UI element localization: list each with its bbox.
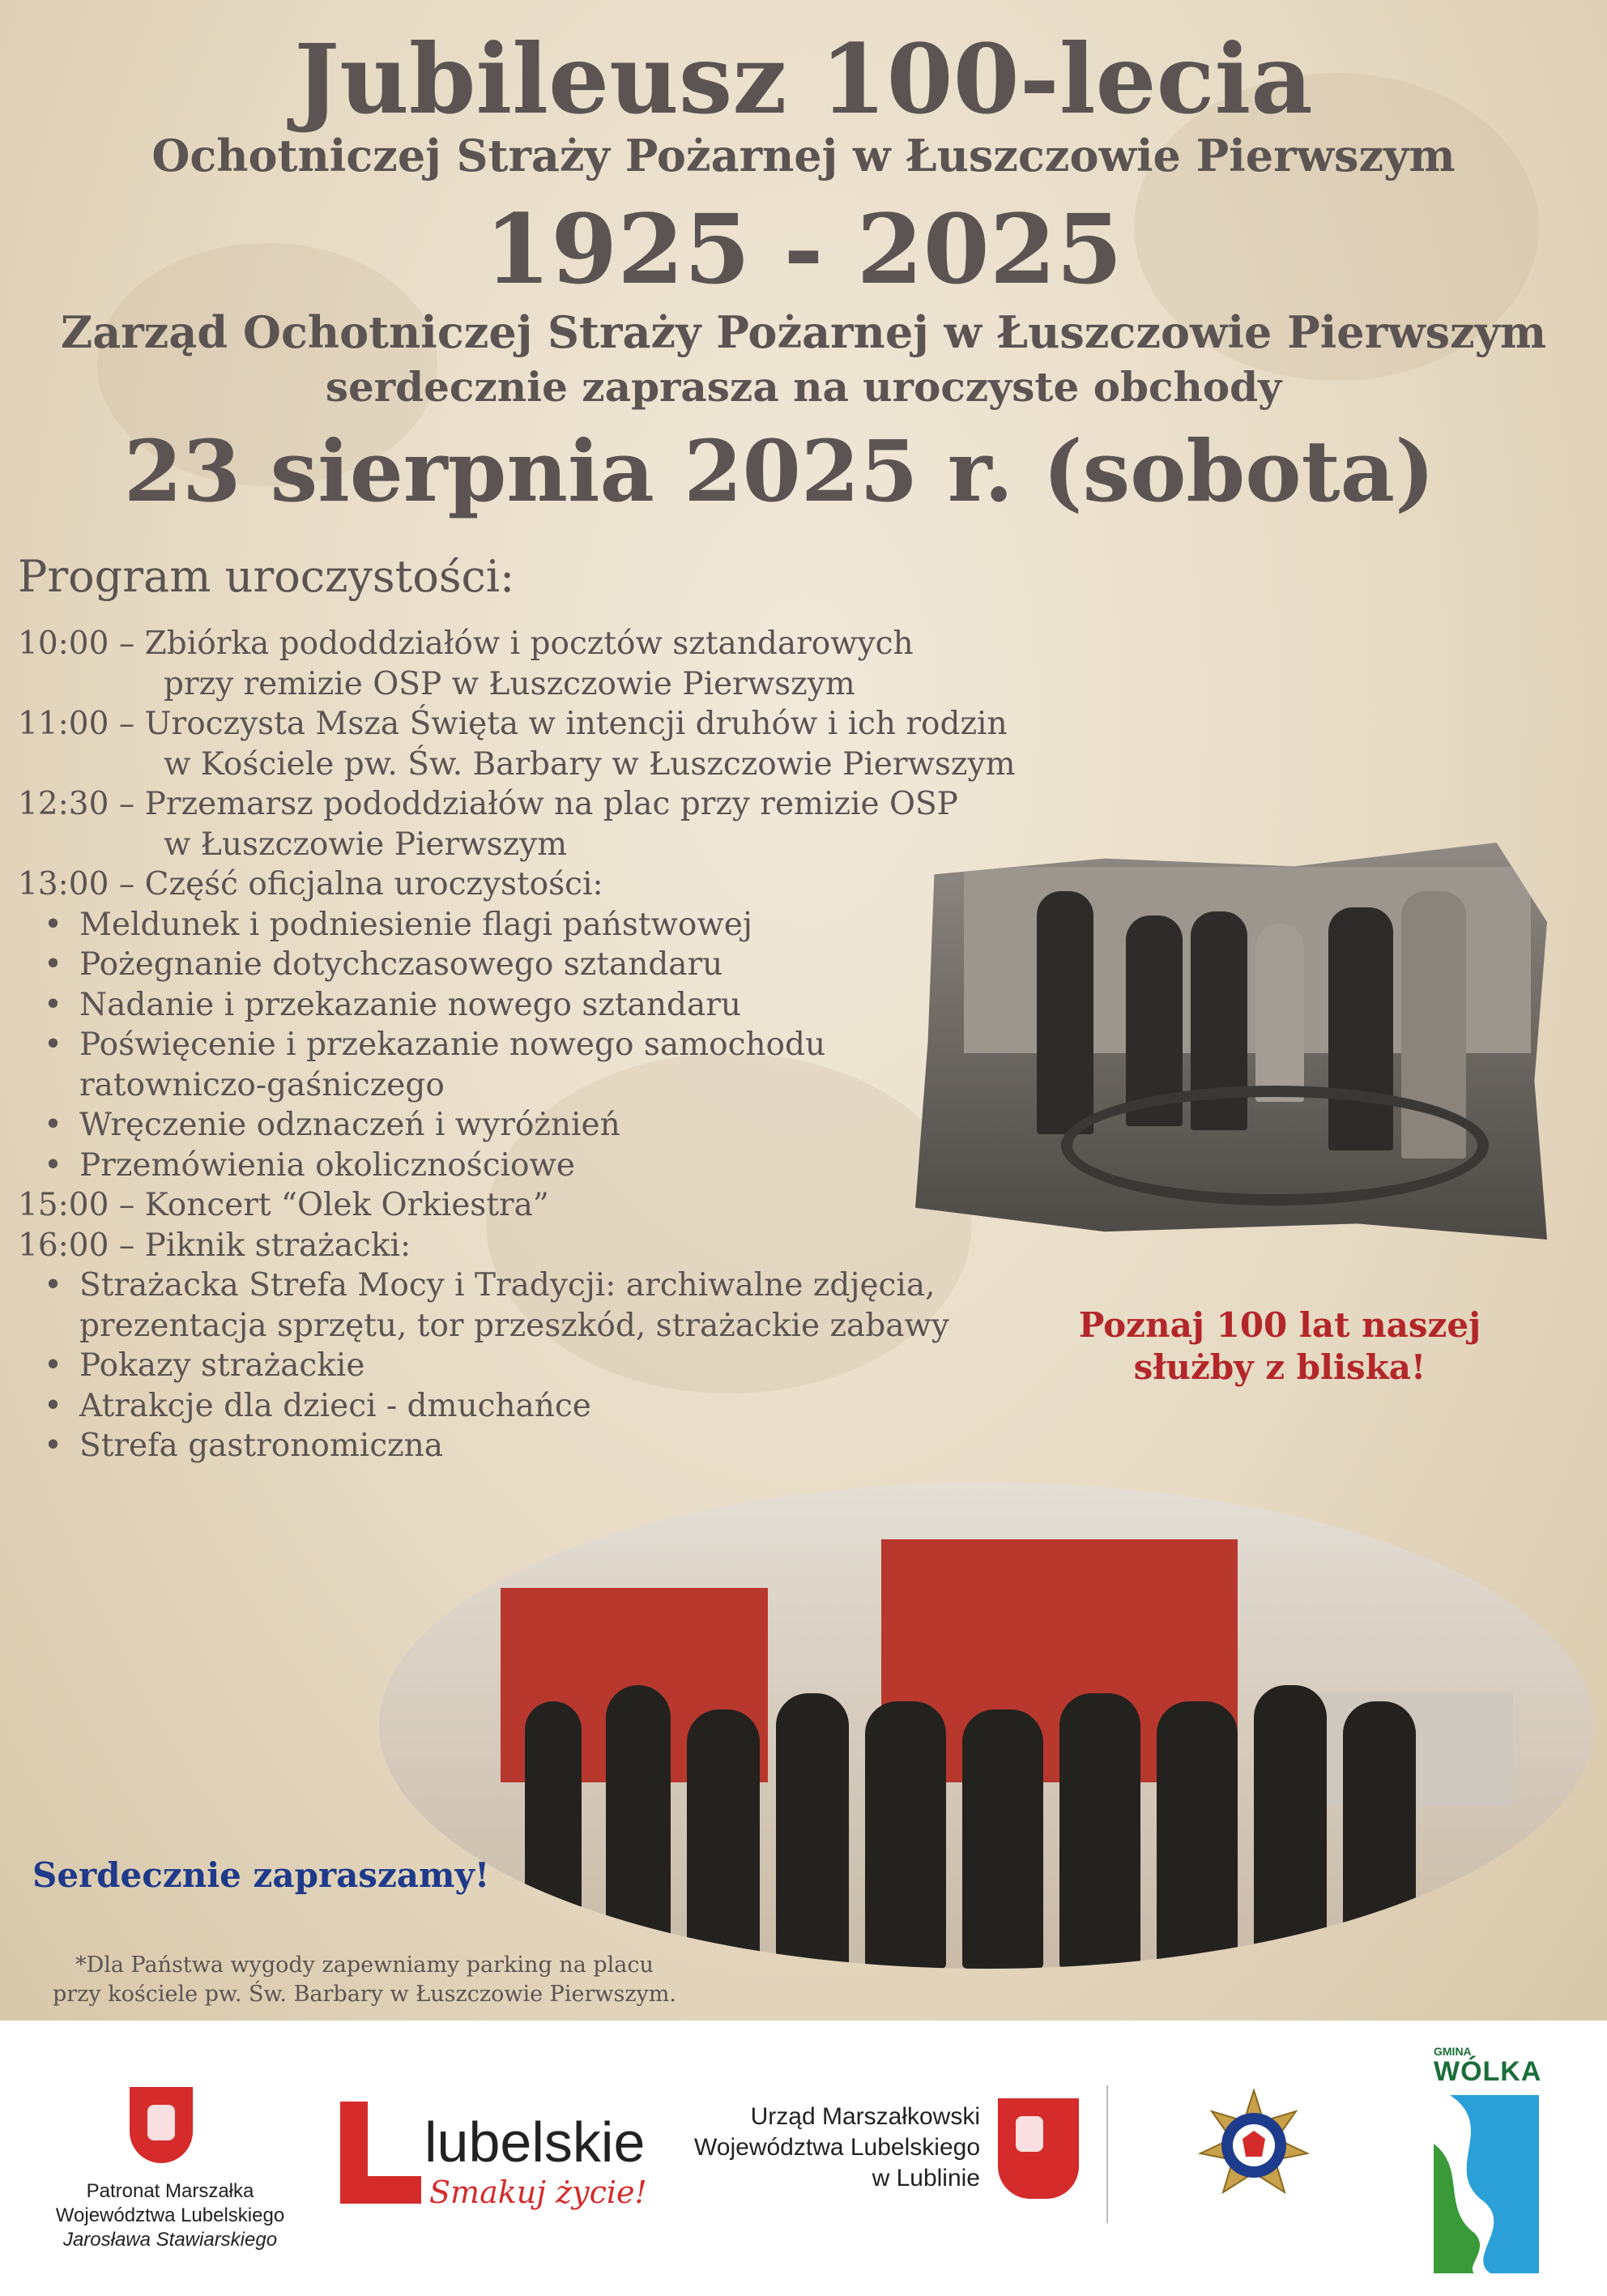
photo-person [1157,1701,1238,1969]
photo-figure [1037,891,1093,1134]
parking-note-line-2: przy kościele pw. Św. Barbary w Łuszczowie Pierwszym. [52,1982,676,2007]
program-row-text: Nadanie i przekazanie nowego sztandaru [79,986,742,1023]
poster-subtitle: Ochotniczej Straży Pożarnej w Łuszczowie Pierwszym [151,130,1456,181]
crest-icon [998,2098,1079,2199]
program-row-text: 10:00 – Zbiórka pododdziałów i pocztów sztandarowych [18,625,914,662]
poznaj-line-1: Poznaj 100 lat naszej [1078,1305,1481,1345]
sponsor-logos-footer [0,2021,1607,2296]
bullet-icon: • [44,986,63,1023]
bullet-icon: • [44,1026,63,1063]
program-row-text: w Łuszczowie Pierwszym [164,826,568,863]
program-row [18,1185,1071,1226]
photo-person [865,1701,946,1969]
program-row [18,945,1071,985]
bullet-icon: • [44,1347,63,1384]
program-row [18,1265,1071,1306]
photo-person [687,1709,760,1969]
program-row [18,1426,1071,1466]
invite-line-1: Zarząd Ochotniczej Straży Pożarnej w Łuszczowie Pierwszym [60,306,1547,358]
bullet-icon: • [44,946,63,983]
osp-badge-icon [1197,2089,1311,2202]
program-row-text: Poświęcenie i przekazanie nowego samochodu [79,1026,826,1063]
lubelskie-brand: lubelskie [424,2110,646,2174]
program-row-text: 15:00 – Koncert “Olek Orkiestra” [18,1187,549,1223]
program-row-text: prezentacja sprzętu, tor przeszkód, strażackie zabawy [79,1307,949,1344]
crest-icon [130,2087,193,2163]
bullet-icon: • [44,1428,63,1464]
logo-divider [1106,2085,1108,2223]
invite-line-2: serdecznie zaprasza na uroczyste obchody [325,363,1282,411]
program-row-text: Meldunek i podniesienie flagi państwowej [79,906,752,943]
program-row-text: 16:00 – Piknik strażacki: [18,1227,411,1264]
program-row-text: przy remizie OSP w Łuszczowie Pierwszym [164,665,855,702]
patronat-line-1: Patronat Marszałka [86,2180,254,2202]
program-row-text: w Kościele pw. Św. Barbary w Łuszczowie Pierwszym [164,745,1016,783]
gmina-name: WÓLKA [1434,2056,1542,2087]
photo-person [606,1685,671,1969]
program-row-text: 13:00 – Część oficjalna uroczystości: [18,866,603,903]
wolka-river-icon [1434,2095,1539,2273]
photo-person [1343,1701,1416,1969]
program-row [18,825,1071,865]
urzad-crest-logo [998,2098,1079,2199]
urzad-line-3: w Lublinie [872,2165,980,2191]
program-row-text: ratowniczo-gaśniczego [79,1066,445,1103]
program-row [18,624,1071,664]
urzad-line-2: Województwa Lubelskiego [694,2134,980,2161]
poznaj-line-2: służby z bliska! [1133,1347,1426,1387]
program-row [18,745,1071,785]
program-title: Program uroczystości: [18,551,515,602]
program-row-text: Pokazy strażackie [79,1347,365,1384]
program-row [18,664,1071,705]
program-row-text: Przemówienia okolicznościowe [79,1146,575,1184]
event-date: 23 sierpnia 2025 r. (sobota) [123,421,1435,521]
program-row [18,985,1071,1026]
program-row [18,1346,1071,1386]
program-list [18,624,1071,1466]
program-row [18,1306,1071,1346]
poznaj-note [1053,1304,1507,1389]
urzad-line-1: Urząd Marszałkowski [750,2103,980,2130]
photo-person [1059,1693,1140,1969]
program-row-text: Strażacka Strefa Mocy i Tradycji: archiwalne zdjęcia, [79,1267,936,1304]
program-row-text: Pożegnanie dotychczasowego sztandaru [79,946,723,983]
historic-firefighters-photo [915,843,1547,1240]
program-row [18,1065,1071,1106]
parking-note-line-1: *Dla Państwa wygody zapewniamy parking na placu [75,1952,654,1978]
program-row [18,1146,1071,1186]
closing-invitation: Serdecznie zapraszamy! [32,1855,490,1895]
bullet-icon: • [44,1387,63,1424]
photo-person [525,1701,582,1969]
gmina-label: GMINA [1434,2045,1472,2058]
program-row-text: Wręczenie odznaczeń i wyróżnień [79,1107,620,1143]
program-row-text: Strefa gastronomiczna [79,1428,444,1464]
photo-figure [1255,924,1304,1102]
lubelskie-crest-logo [130,2087,193,2163]
program-row-text: 11:00 – Uroczysta Msza Święta w intencji druhów i ich rodzin [18,706,1008,742]
program-row [18,784,1071,825]
program-row [18,864,1071,905]
bullet-icon: • [44,1107,63,1143]
program-row [18,704,1071,745]
program-row-text: Atrakcje dla dzieci - dmuchańce [79,1387,591,1424]
bullet-icon: • [44,1267,63,1304]
lubelskie-slogan: Smakuj życie! [429,2174,647,2210]
program-row [18,1105,1071,1146]
program-row [18,905,1071,945]
photo-person [1254,1685,1327,1969]
poster-title: Jubileusz 100-lecia [294,23,1313,135]
patronat-line-3: Jarosława Stawiarskiego [62,2229,278,2251]
patronat-caption [49,2179,292,2252]
program-row [18,1386,1071,1427]
anniversary-years: 1925 - 2025 [484,193,1123,305]
program-row [18,1025,1071,1065]
patronat-line-2: Województwa Lubelskiego [55,2204,285,2226]
bullet-icon: • [44,906,63,943]
program-row [18,1226,1071,1266]
photo-person [962,1709,1043,1969]
urzad-caption [672,2102,980,2194]
lubelskie-l-icon [340,2102,421,2204]
photo-person [776,1693,849,1969]
photo-hose [1061,1086,1489,1206]
firefighters-group-photo [379,1483,1594,1969]
bullet-icon: • [44,1146,63,1184]
program-row-text: 12:30 – Przemarsz pododdziałów na plac przy remizie OSP [18,786,958,822]
